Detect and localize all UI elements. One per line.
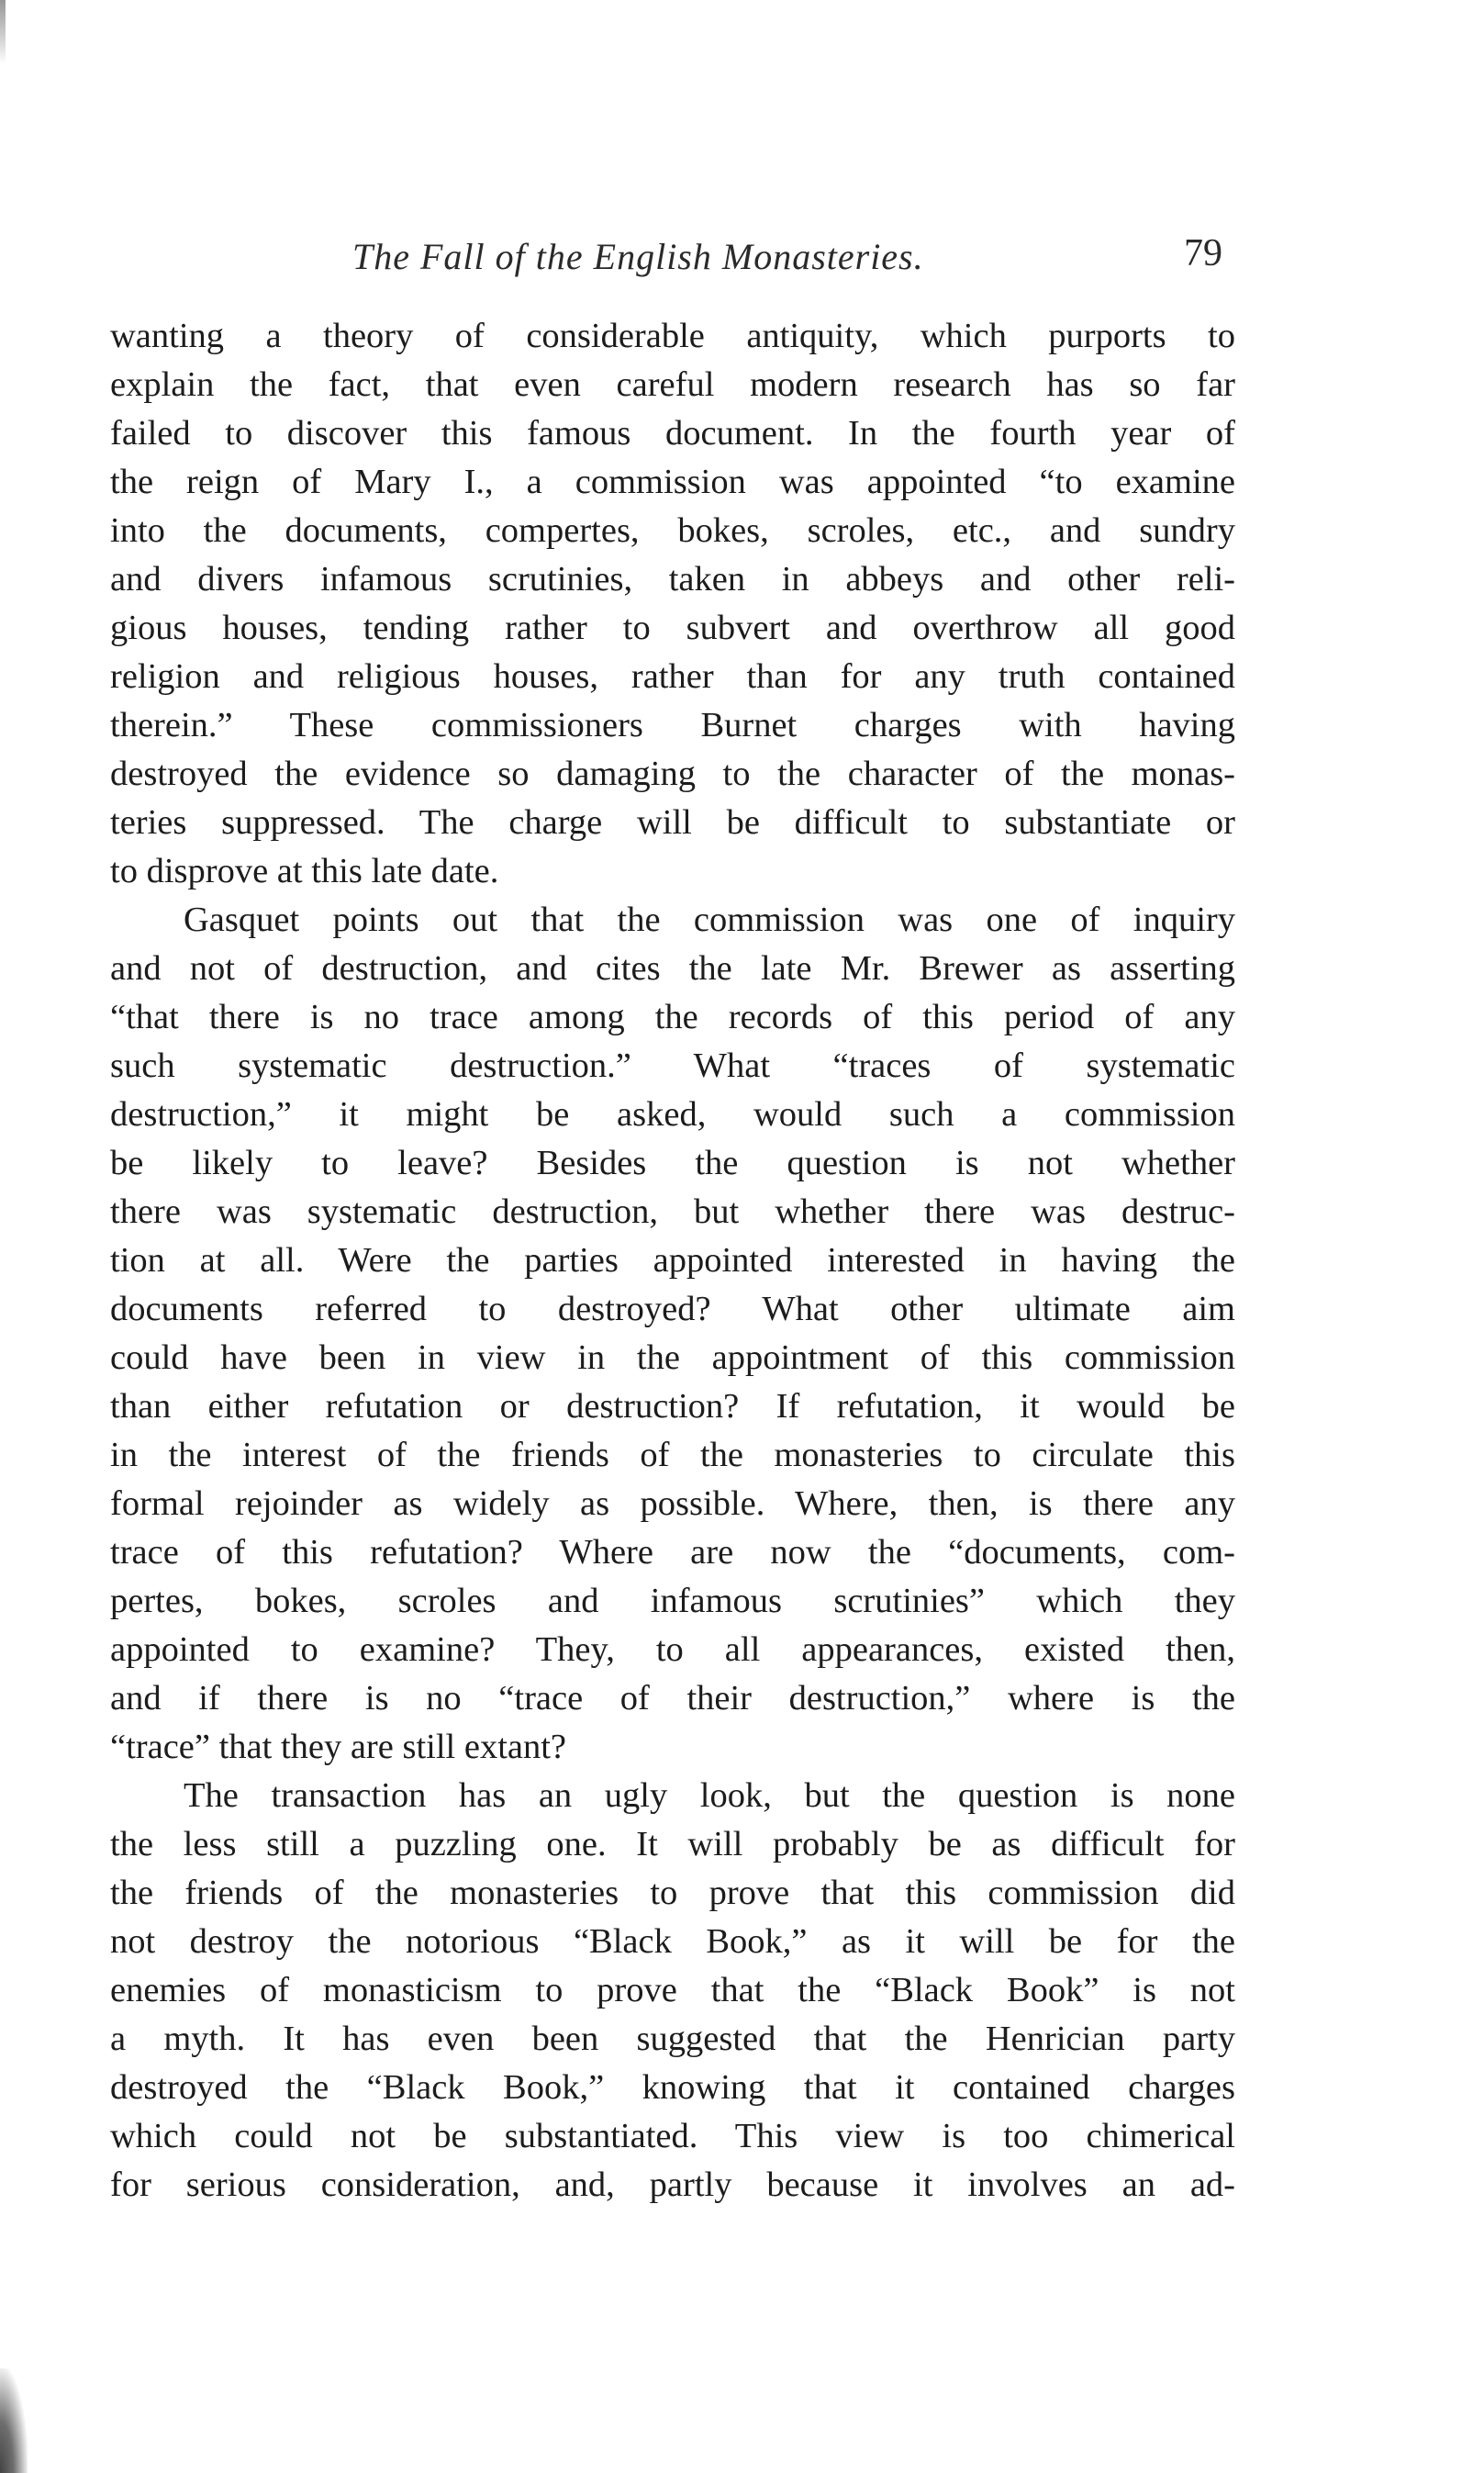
text-line: the less still a puzzling one. It will probably be as difficult for [110, 1825, 1235, 1863]
text-line: which could not be substantiated. This view is too chimerical [110, 2117, 1235, 2155]
text-line: pertes, bokes, scroles and infamous scrutinies” which they [110, 1582, 1235, 1620]
text-line: the reign of Mary I., a commission was appointed “to examine [110, 463, 1235, 501]
text-line: and if there is no “trace of their destruction,” where is the [110, 1679, 1235, 1718]
text-line: therein.” These commissioners Burnet charges with having [110, 706, 1235, 744]
text-line: such systematic destruction.” What “traces of systematic [110, 1046, 1235, 1085]
text-line: and not of destruction, and cites the late Mr. Brewer as asserting [110, 949, 1235, 988]
text-line: not destroy the notorious “Black Book,” as it will be for the [110, 1922, 1235, 1961]
page-number: 79 [1184, 232, 1222, 274]
text-line: destroyed the “Black Book,” knowing that it contained charges [110, 2068, 1235, 2107]
text-line: the friends of the monasteries to prove that this commission did [110, 1874, 1235, 1912]
text-line: “trace” that they are still extant? [110, 1728, 567, 1766]
running-title: The Fall of the English Monasteries. [352, 236, 924, 277]
text-line: “that there is no trace among the records of this period of any [110, 998, 1235, 1036]
text-line: appointed to examine? They, to all appearances, existed then, [110, 1630, 1235, 1669]
text-line: religion and religious houses, rather than for any truth contained [110, 657, 1235, 696]
text-line: destroyed the evidence so damaging to the character of the monas- [110, 755, 1235, 793]
text-line: failed to discover this famous document. In the fourth year of [110, 414, 1235, 453]
text-line: to disprove at this late date. [110, 852, 499, 890]
text-line: documents referred to destroyed? What other ultimate aim [110, 1290, 1235, 1328]
text-line: in the interest of the friends of the monasteries to circulate this [110, 1436, 1235, 1474]
page-edge-mark [0, 0, 6, 64]
text-line: a myth. It has even been suggested that the Henrician party [110, 2020, 1235, 2058]
text-line: wanting a theory of considerable antiquity, which purports to [110, 317, 1235, 355]
text-line: there was systematic destruction, but whether there was destruc- [110, 1192, 1235, 1231]
text-line: explain the fact, that even careful modern research has so far [110, 365, 1235, 404]
text-line: tion at all. Were the parties appointed interested in having the [110, 1241, 1235, 1280]
text-line: and divers infamous scrutinies, taken in abbeys and other reli- [110, 560, 1235, 599]
text-line: be likely to leave? Besides the question is not whether [110, 1144, 1235, 1182]
text-line: than either refutation or destruction? If refutation, it would be [110, 1387, 1235, 1426]
text-line: The transaction has an ugly look, but the question is none [184, 1776, 1235, 1815]
text-line: trace of this refutation? Where are now the “documents, com- [110, 1533, 1235, 1572]
page-edge-shadow [0, 2368, 28, 2473]
text-line: destruction,” it might be asked, would such a commission [110, 1095, 1235, 1134]
text-line: Gasquet points out that the commission was one of inquiry [184, 901, 1235, 939]
text-line: gious houses, tending rather to subvert and overthrow all good [110, 609, 1235, 647]
text-line: into the documents, compertes, bokes, scroles, etc., and sundry [110, 511, 1235, 550]
text-line: could have been in view in the appointment of this commission [110, 1338, 1235, 1377]
text-line: for serious consideration, and, partly because it involves an ad- [110, 2165, 1235, 2204]
body-text [110, 312, 1235, 2210]
text-line: formal rejoinder as widely as possible. Where, then, is there any [110, 1484, 1235, 1523]
text-line: enemies of monasticism to prove that the “Black Book” is not [110, 1971, 1235, 2009]
text-line: teries suppressed. The charge will be difficult to substantiate or [110, 803, 1235, 842]
